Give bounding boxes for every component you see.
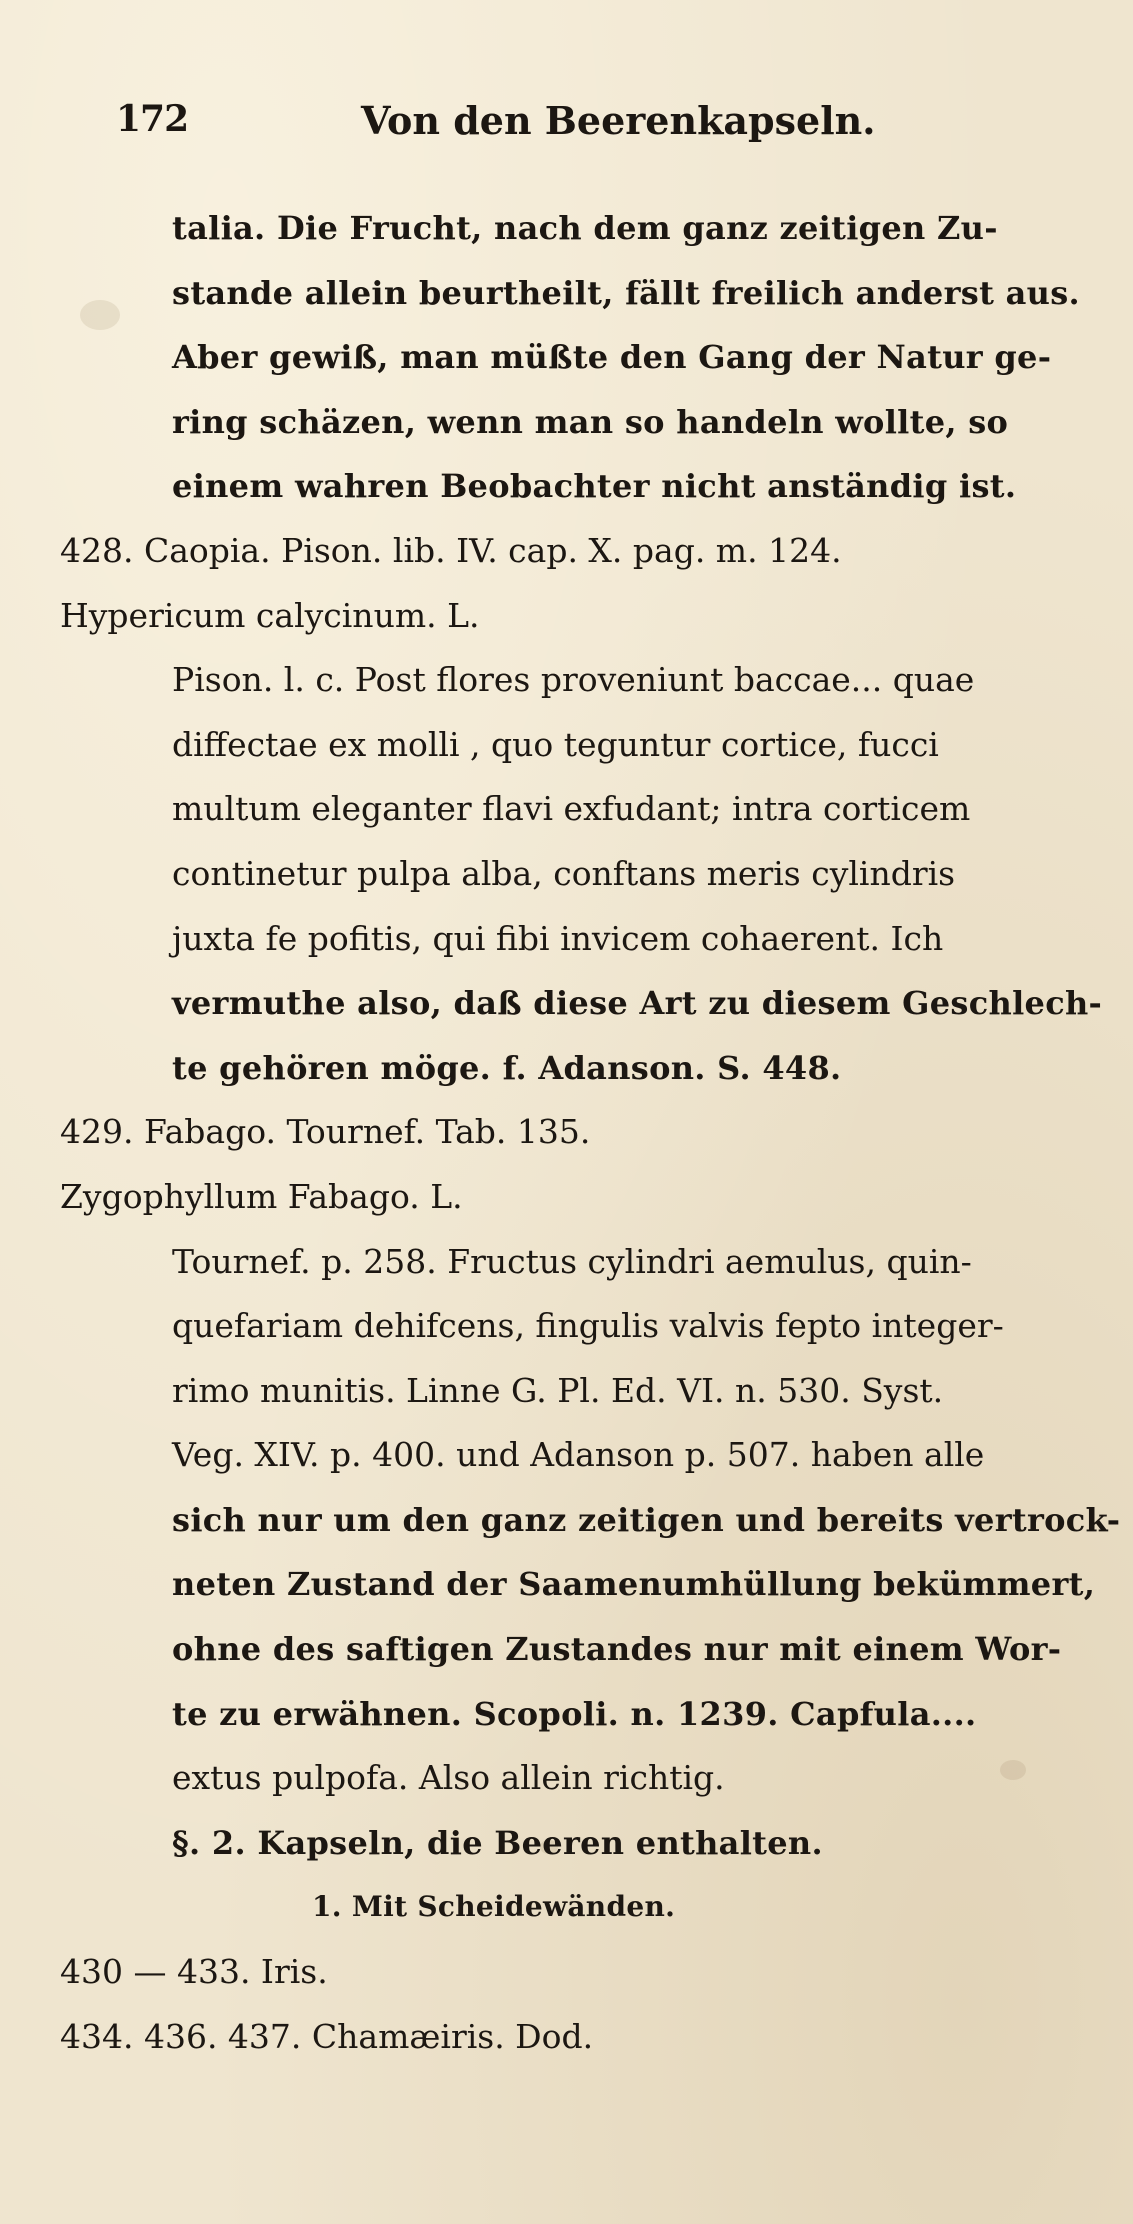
text-line: Pison. l. c. Post flores proveniunt baccae... quae — [172, 660, 975, 700]
text-line: §. 2. Kapseln, die Beeren enthalten. — [172, 1823, 823, 1862]
text-line: neten Zustand der Saamenumhüllung bekümmert, — [172, 1565, 1096, 1604]
text-line: talia. Die Frucht, nach dem ganz zeitigen Zu- — [172, 209, 998, 247]
text-line: 429. Fabago. Tournef. Tab. 135. — [60, 1112, 591, 1152]
running-head: Von den Beerenkapseln. — [361, 98, 876, 143]
text-line: ohne des saftigen Zustandes nur mit einem Wor- — [172, 1630, 1062, 1669]
text-line: einem wahren Beobachter nicht anständig ist. — [172, 467, 1017, 506]
text-line: juxta fe pofitis, qui fibi invicem cohaerent. Ich — [172, 918, 944, 958]
text-line: te gehören möge. f. Adanson. S. 448. — [172, 1048, 842, 1087]
text-line: vermuthe also, daß diese Art zu diesem Geschlech- — [172, 984, 1103, 1023]
text-line: stande allein beurtheilt, fällt freilich anderst aus. — [172, 273, 1080, 312]
text-line: Tournef. p. 258. Fructus cylindri aemulus, quin- — [172, 1241, 972, 1281]
text-line: diffectae ex molli , quo teguntur cortice, fucci — [172, 724, 939, 764]
text-line: sich nur um den ganz zeitigen und bereits vertrock- — [172, 1500, 1121, 1539]
text-line: 428. Caopia. Pison. lib. IV. cap. X. pag. m. 124. — [60, 530, 842, 570]
text-line: continetur pulpa alba, conftans meris cylindris — [172, 853, 956, 893]
text-line: rimo munitis. Linne G. Pl. Ed. VI. n. 530. Syst. — [172, 1370, 944, 1410]
text-line: 1. Mit Scheidewänden. — [312, 1890, 676, 1924]
text-line: quefariam dehifcens, fingulis valvis fepto integer- — [172, 1306, 1004, 1346]
text-line: Zygophyllum Fabago. L. — [60, 1176, 463, 1216]
text-line: Veg. XIV. p. 400. und Adanson p. 507. haben alle — [172, 1435, 985, 1475]
text-line: ring schäzen, wenn man so handeln wollte, so — [172, 402, 1009, 441]
text-line: extus pulpofa. Also allein richtig. — [172, 1758, 725, 1798]
page-number: 172 — [116, 98, 189, 140]
text-line: 434. 436. 437. Chamæiris. Dod. — [60, 2016, 594, 2056]
body-text — [60, 196, 1121, 2069]
text-line: 430 — 433. Iris. — [60, 1952, 328, 1992]
text-line: te zu erwähnen. Scopoli. n. 1239. Capfula.... — [172, 1694, 977, 1733]
paper-stain — [80, 300, 120, 330]
page-header — [116, 98, 1056, 148]
text-line: Hypericum calycinum. L. — [60, 595, 480, 635]
text-line: multum eleganter flavi exfudant; intra corticem — [172, 789, 971, 829]
text-line: Aber gewiß, man müßte den Gang der Natur ge- — [172, 338, 1052, 377]
